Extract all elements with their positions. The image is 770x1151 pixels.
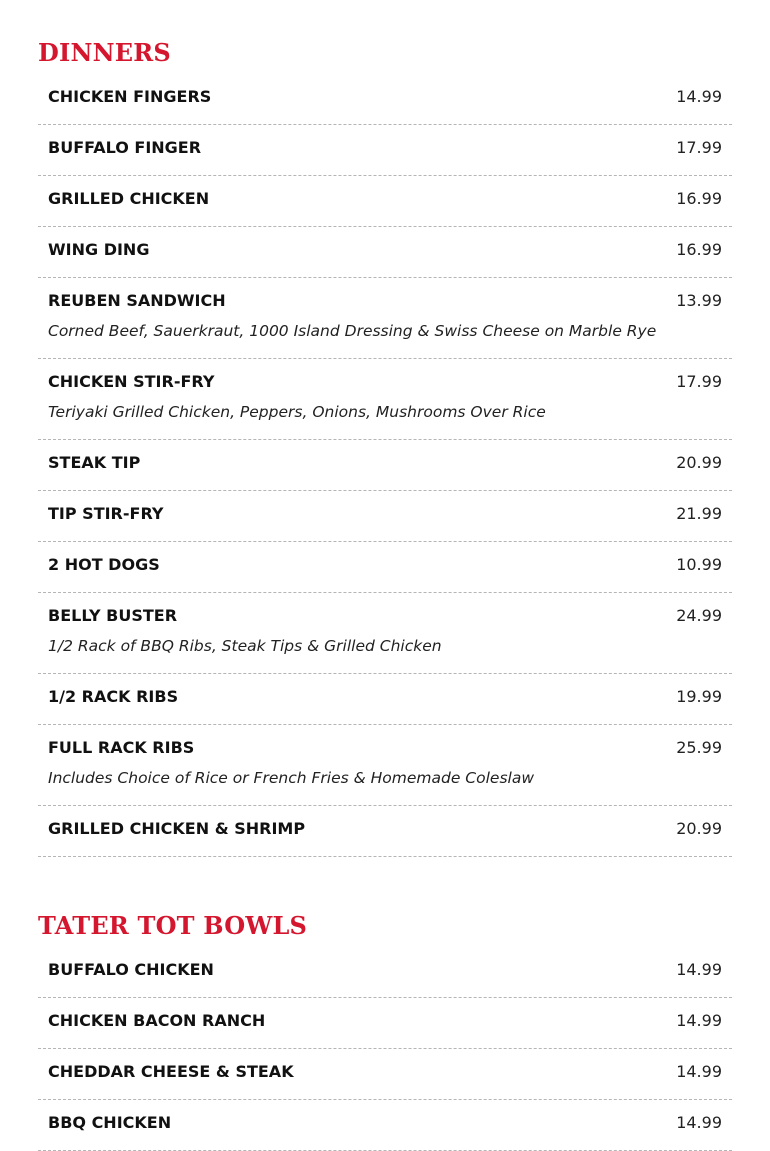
menu-item (38, 74, 732, 125)
menu-item-price: 14.99 (676, 87, 722, 106)
tater-tot-bowls-section (38, 911, 732, 1151)
menu-item-price: 21.99 (676, 504, 722, 523)
dinners-section (38, 38, 732, 857)
menu-item (38, 491, 732, 542)
menu-item-description: 1/2 Rack of BBQ Ribs, Steak Tips & Grilled Chicken (48, 637, 442, 655)
menu-item-price: 14.99 (676, 960, 722, 979)
menu-item-name: CHICKEN STIR-FRY (48, 372, 215, 391)
menu-item-description: Corned Beef, Sauerkraut, 1000 Island Dressing & Swiss Cheese on Marble Rye (48, 322, 657, 340)
menu-item (38, 440, 732, 491)
dinners-item-list (38, 74, 732, 857)
menu-item-price: 17.99 (676, 138, 722, 157)
menu-item-price: 25.99 (676, 738, 722, 757)
menu-item-price: 20.99 (676, 819, 722, 838)
menu-item-name: BUFFALO CHICKEN (48, 960, 214, 979)
menu-item-name: STEAK TIP (48, 453, 141, 472)
menu-item-price: 24.99 (676, 606, 722, 625)
menu-item (38, 806, 732, 857)
menu-item (38, 542, 732, 593)
menu-item-price: 16.99 (676, 189, 722, 208)
menu-item-name: GRILLED CHICKEN & SHRIMP (48, 819, 306, 838)
menu-item-name: BUFFALO FINGER (48, 138, 202, 157)
menu-item-name: 2 HOT DOGS (48, 555, 160, 574)
menu-item-name: CHICKEN BACON RANCH (48, 1011, 266, 1030)
menu-item-description: Teriyaki Grilled Chicken, Peppers, Onions, Mushrooms Over Rice (48, 403, 546, 421)
menu-item-price: 17.99 (676, 372, 722, 391)
menu-item-price: 14.99 (676, 1011, 722, 1030)
menu-item-price: 13.99 (676, 291, 722, 310)
menu-item-name: WING DING (48, 240, 150, 259)
tater-tot-bowls-item-list (38, 947, 732, 1151)
menu-item (38, 176, 732, 227)
menu-item-description: Includes Choice of Rice or French Fries & Homemade Coleslaw (48, 769, 535, 787)
menu-item (38, 125, 732, 176)
menu-item-price: 14.99 (676, 1113, 722, 1132)
menu-item-price: 19.99 (676, 687, 722, 706)
menu-item-price: 16.99 (676, 240, 722, 259)
menu-item-name: CHEDDAR CHEESE & STEAK (48, 1062, 294, 1081)
menu-item (38, 998, 732, 1049)
menu-item-name: GRILLED CHICKEN (48, 189, 210, 208)
menu-item-name: REUBEN SANDWICH (48, 291, 226, 310)
section-title: TATER TOT BOWLS (38, 911, 308, 940)
menu-item (38, 1049, 732, 1100)
menu-item-name: FULL RACK RIBS (48, 738, 195, 757)
menu-item (38, 1100, 732, 1151)
menu-item (38, 278, 732, 359)
menu-item (38, 227, 732, 278)
section-title: DINNERS (38, 38, 171, 67)
menu-item (38, 725, 732, 806)
menu-item-name: CHICKEN FINGERS (48, 87, 212, 106)
menu-item (38, 359, 732, 440)
menu-item-name: 1/2 RACK RIBS (48, 687, 179, 706)
menu-item-price: 20.99 (676, 453, 722, 472)
menu-item-name: BBQ CHICKEN (48, 1113, 172, 1132)
menu-item (38, 593, 732, 674)
menu-item-name: TIP STIR-FRY (48, 504, 164, 523)
menu-item-price: 10.99 (676, 555, 722, 574)
menu-item-name: BELLY BUSTER (48, 606, 178, 625)
menu-item (38, 674, 732, 725)
menu-item (38, 947, 732, 998)
menu-item-price: 14.99 (676, 1062, 722, 1081)
